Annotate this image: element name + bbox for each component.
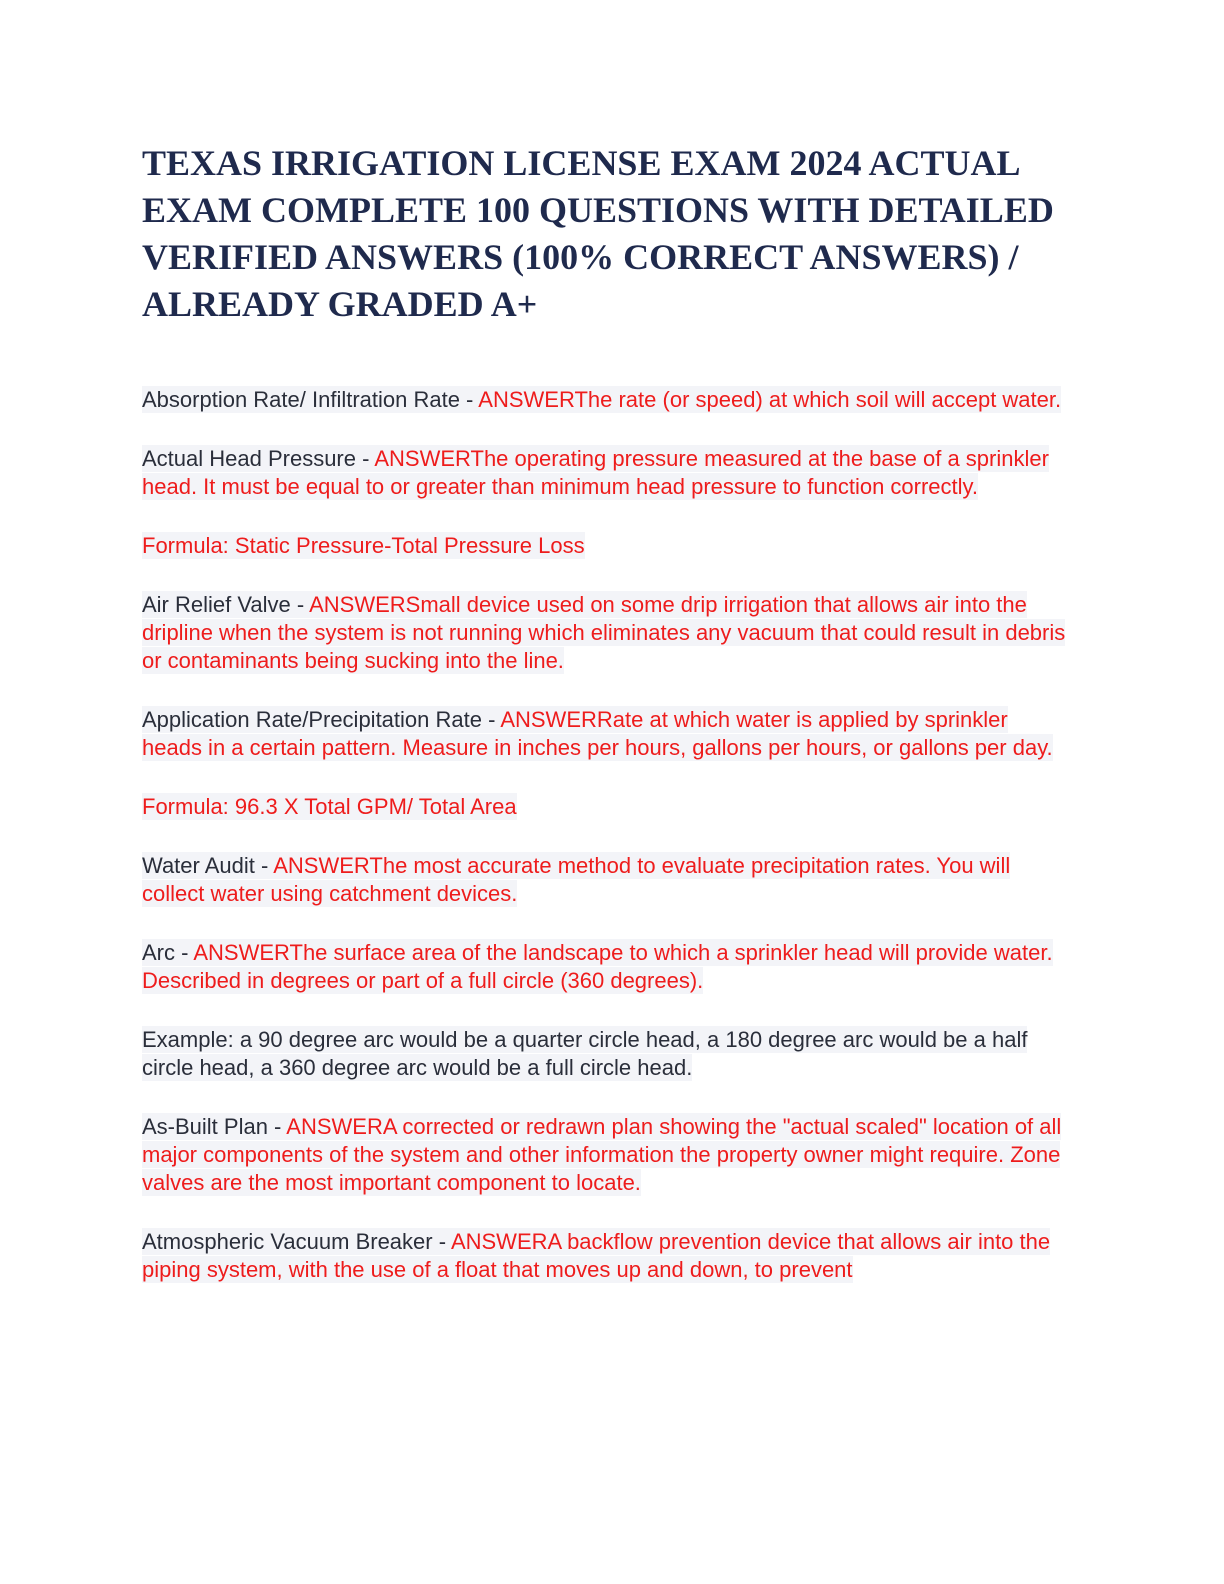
formula-precipitation-rate <box>142 793 1072 821</box>
entry-term: Actual Head Pressure - <box>142 446 375 471</box>
document-page <box>142 140 1082 1315</box>
example-arc <box>142 1026 1072 1082</box>
entry-actual-head-pressure <box>142 445 1072 501</box>
entry-term: Atmospheric Vacuum Breaker - <box>142 1229 451 1254</box>
document-title: TEXAS IRRIGATION LICENSE EXAM 2024 ACTUAL EXAM COMPLETE 100 QUESTIONS WITH DETAILED VERIFIED ANSWERS (100% CORRECT ANSWERS) / ALREADY GRADED A+ <box>142 143 1054 324</box>
entry-answer: ANSWERSmall device used on some drip irrigation that allows air into the dripline when the system is not running which eliminates any vacuum that could result in debris or contaminants being sucking into the line. <box>142 592 1066 673</box>
formula-text: Formula: Static Pressure-Total Pressure Loss <box>142 533 585 558</box>
entry-answer: ANSWERA backflow prevention device that allows air into the piping system, with the use of a float that moves up and down, to prevent <box>142 1229 1051 1282</box>
formula-static-pressure <box>142 532 1072 560</box>
entry-answer: ANSWERA corrected or redrawn plan showing the "actual scaled" location of all major components of the system and other information the property owner might require. Zone valves are the most important component to locate. <box>142 1114 1062 1195</box>
entry-term: Arc - <box>142 940 194 965</box>
entry-answer: ANSWERThe surface area of the landscape to which a sprinkler head will provide water. Described in degrees or part of a full circle (360 degrees). <box>142 940 1053 993</box>
entry-list <box>142 386 1082 1284</box>
entry-application-rate <box>142 706 1072 762</box>
entry-absorption-rate <box>142 386 1072 414</box>
entry-term: Application Rate/Precipitation Rate - <box>142 707 501 732</box>
example-text: Example: a 90 degree arc would be a quarter circle head, a 180 degree arc would be a half circle head, a 360 degree arc would be a full circle head. <box>142 1027 1028 1080</box>
entry-atmospheric-vacuum-breaker <box>142 1228 1072 1284</box>
formula-text: Formula: 96.3 X Total GPM/ Total Area <box>142 794 517 819</box>
entry-arc <box>142 939 1072 995</box>
entry-term: Water Audit - <box>142 853 274 878</box>
entry-answer: ANSWERThe rate (or speed) at which soil will accept water. <box>478 387 1062 412</box>
entry-term: Absorption Rate/ Infiltration Rate - <box>142 387 479 412</box>
entry-answer: ANSWERRate at which water is applied by sprinkler heads in a certain pattern. Measure in inches per hours, gallons per hours, or gallons per day. <box>142 707 1053 760</box>
entry-answer: ANSWERThe most accurate method to evaluate precipitation rates. You will collect water using catchment devices. <box>142 853 1011 906</box>
entry-as-built-plan <box>142 1113 1072 1197</box>
entry-term: Air Relief Valve - <box>142 592 310 617</box>
entry-term: As-Built Plan - <box>142 1114 287 1139</box>
entry-air-relief-valve <box>142 591 1072 675</box>
entry-water-audit <box>142 852 1072 908</box>
entry-answer: ANSWERThe operating pressure measured at the base of a sprinkler head. It must be equal to or greater than minimum head pressure to function correctly. <box>142 446 1049 499</box>
